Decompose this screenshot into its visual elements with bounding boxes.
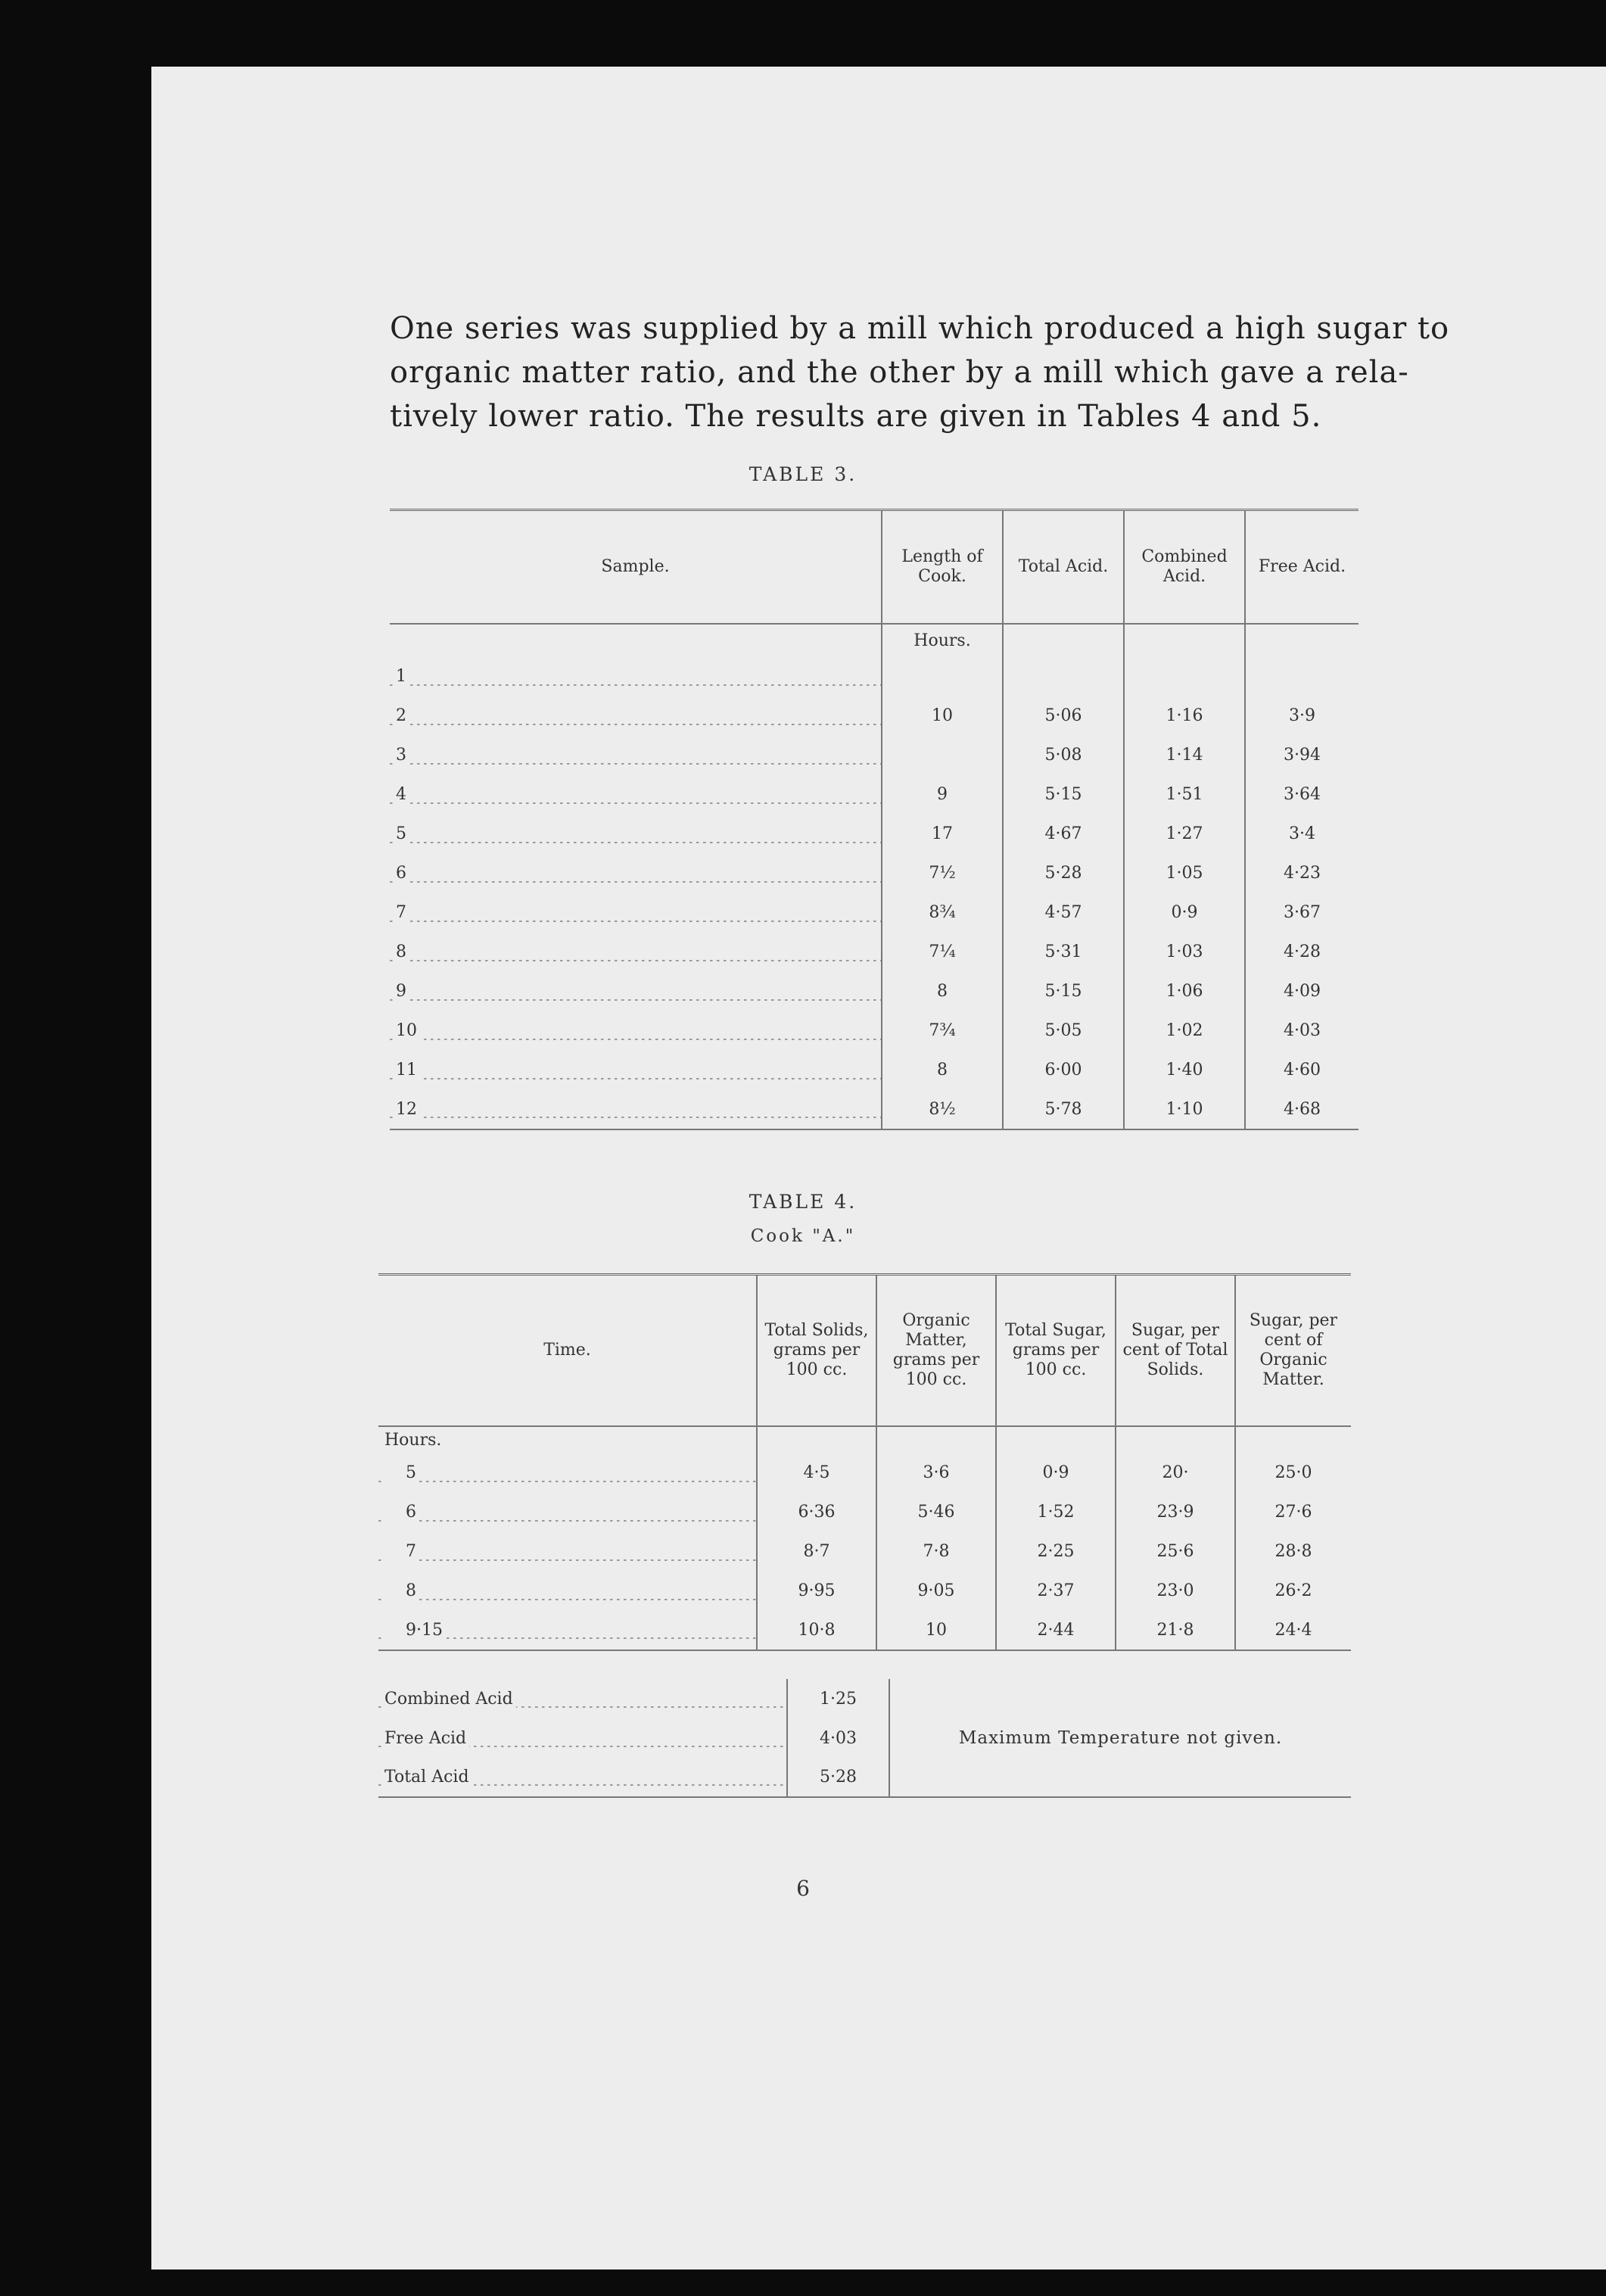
- t3-sample-cell: [390, 736, 882, 775]
- table3-caption: TABLE 3.: [749, 463, 857, 485]
- t4-body: [378, 1453, 1351, 1650]
- t3-free-acid-cell: 4·23: [1245, 854, 1359, 893]
- t3-sample-label: 12: [396, 1100, 420, 1119]
- t4-sugar-solids-cell: 23·0: [1116, 1572, 1235, 1611]
- table-row: [390, 815, 1359, 854]
- table-4-acids: [378, 1679, 1351, 1798]
- t3-combined-acid-cell: 1·27: [1124, 815, 1245, 854]
- table-row: [390, 1090, 1359, 1129]
- table-row: [390, 893, 1359, 933]
- t3-combined-acid-cell: 1·06: [1124, 972, 1245, 1011]
- t3-body: [390, 657, 1359, 1129]
- t3-length-cell: 8¾: [882, 893, 1003, 933]
- t4-header-sugar-solids: Sugar, per cent of Total Solids.: [1116, 1275, 1235, 1426]
- t3-free-acid-cell: 3·4: [1245, 815, 1359, 854]
- t3-sample-label: 8: [396, 942, 409, 961]
- t3-free-acid-cell: 3·9: [1245, 696, 1359, 736]
- t3-sample-cell: [390, 972, 882, 1011]
- t4-unit-hours: Hours.: [384, 1430, 442, 1450]
- t3-sample-cell: [390, 893, 882, 933]
- t3-sample-cell: [390, 1011, 882, 1051]
- t3-combined-acid-cell: 1·05: [1124, 854, 1245, 893]
- t3-combined-acid-cell: 1·40: [1124, 1051, 1245, 1090]
- t4-organic-matter-cell: 7·8: [876, 1532, 996, 1572]
- t4-sugar-organic-cell: 27·6: [1235, 1493, 1351, 1532]
- t4-organic-matter-cell: 3·6: [876, 1453, 996, 1493]
- t4-total-solids-cell: 8·7: [757, 1532, 876, 1572]
- t4-time-cell: [378, 1453, 757, 1493]
- t4-header-total-solids: Total Solids, grams per 100 cc.: [757, 1275, 876, 1426]
- t3-sample-label: 1: [396, 667, 409, 686]
- table-row: [390, 972, 1359, 1011]
- t4-total-solids-cell: 6·36: [757, 1493, 876, 1532]
- page-number: 6: [796, 1876, 810, 1901]
- t4-header-total-sugar: Total Sugar, grams per 100 cc.: [996, 1275, 1116, 1426]
- t3-length-cell: 7¾: [882, 1011, 1003, 1051]
- t4-time-cell: [378, 1532, 757, 1572]
- t3-length-cell: 8: [882, 972, 1003, 1011]
- table4-subcaption: Cook "A.": [750, 1226, 856, 1246]
- t3-header-total-acid: Total Acid.: [1003, 510, 1124, 624]
- t4-total-solids-cell: 4·5: [757, 1453, 876, 1493]
- t3-free-acid-cell: 4·28: [1245, 933, 1359, 972]
- t3-length-cell: 7¼: [882, 933, 1003, 972]
- t3-sample-label: 7: [396, 903, 409, 922]
- table4-caption: TABLE 4.: [749, 1191, 857, 1213]
- t3-total-acid-cell: 5·78: [1003, 1090, 1124, 1129]
- table-4: [378, 1273, 1351, 1651]
- t3-header-free-acid: Free Acid.: [1245, 510, 1359, 624]
- t4-total-solids-cell: 10·8: [757, 1611, 876, 1650]
- t3-combined-acid-cell: 1·03: [1124, 933, 1245, 972]
- t3-combined-acid-cell: 0·9: [1124, 893, 1245, 933]
- t3-free-acid-cell: 4·09: [1245, 972, 1359, 1011]
- t3-sample-label: 11: [396, 1061, 420, 1079]
- t3-length-cell: 10: [882, 696, 1003, 736]
- t3-length-cell: [882, 736, 1003, 775]
- t3-combined-acid-cell: [1124, 657, 1245, 696]
- t4-time-cell: [378, 1572, 757, 1611]
- t3-total-acid-cell: 5·06: [1003, 696, 1124, 736]
- table-row: [378, 1532, 1351, 1572]
- t3-total-acid-cell: 5·08: [1003, 736, 1124, 775]
- t4-acid-value: 4·03: [787, 1718, 889, 1758]
- table-row: [390, 1051, 1359, 1090]
- t4-total-sugar-cell: 2·25: [996, 1532, 1116, 1572]
- t4-sugar-solids-cell: 25·6: [1116, 1532, 1235, 1572]
- t3-free-acid-cell: [1245, 657, 1359, 696]
- t3-total-acid-cell: 5·15: [1003, 775, 1124, 815]
- t4-sugar-organic-cell: 28·8: [1235, 1532, 1351, 1572]
- t4-total-sugar-cell: 2·44: [996, 1611, 1116, 1650]
- t3-header-combined-acid: Combined Acid.: [1124, 510, 1245, 624]
- paragraph-line: One series was supplied by a mill which produced a high sugar to: [390, 311, 1450, 346]
- t4-header-organic-matter: Organic Matter, grams per 100 cc.: [876, 1275, 996, 1426]
- t3-total-acid-cell: 5·28: [1003, 854, 1124, 893]
- t3-free-acid-cell: 3·94: [1245, 736, 1359, 775]
- t3-free-acid-cell: 4·03: [1245, 1011, 1359, 1051]
- t4-total-sugar-cell: 2·37: [996, 1572, 1116, 1611]
- t3-sample-label: 6: [396, 864, 409, 883]
- t4-organic-matter-cell: 10: [876, 1611, 996, 1650]
- t4-time-label: 6: [384, 1503, 419, 1522]
- t3-sample-cell: [390, 933, 882, 972]
- t4-time-label: 7: [384, 1542, 419, 1561]
- t4-acid-value: 5·28: [787, 1758, 889, 1797]
- table-row: [390, 1011, 1359, 1051]
- table-3: [390, 509, 1359, 1130]
- t4-time-cell: [378, 1611, 757, 1650]
- t4-total-sugar-cell: 0·9: [996, 1453, 1116, 1493]
- table-row: [378, 1493, 1351, 1532]
- t4-acid-label: Free Acid: [384, 1729, 469, 1748]
- t4-header-sugar-organic: Sugar, per cent of Organic Matter.: [1235, 1275, 1351, 1426]
- t3-total-acid-cell: 5·31: [1003, 933, 1124, 972]
- t4-organic-matter-cell: 5·46: [876, 1493, 996, 1532]
- t3-sample-label: 2: [396, 706, 409, 725]
- t3-free-acid-cell: 3·67: [1245, 893, 1359, 933]
- t3-combined-acid-cell: 1·51: [1124, 775, 1245, 815]
- t4-sugar-solids-cell: 20·: [1116, 1453, 1235, 1493]
- table-row: [390, 696, 1359, 736]
- t4-acid-label-cell: [378, 1679, 787, 1718]
- t3-combined-acid-cell: 1·16: [1124, 696, 1245, 736]
- t3-total-acid-cell: [1003, 657, 1124, 696]
- t4-sugar-organic-cell: 25·0: [1235, 1453, 1351, 1493]
- t3-sample-cell: [390, 854, 882, 893]
- t3-total-acid-cell: 5·15: [1003, 972, 1124, 1011]
- table-row: [390, 933, 1359, 972]
- t3-length-cell: 8: [882, 1051, 1003, 1090]
- t4-total-sugar-cell: 1·52: [996, 1493, 1116, 1532]
- t4-organic-matter-cell: 9·05: [876, 1572, 996, 1611]
- t3-free-acid-cell: 3·64: [1245, 775, 1359, 815]
- t4-acid-label-cell: [378, 1758, 787, 1797]
- t3-length-cell: 9: [882, 775, 1003, 815]
- t3-free-acid-cell: 4·60: [1245, 1051, 1359, 1090]
- t3-length-cell: 7½: [882, 854, 1003, 893]
- table-row: [390, 657, 1359, 696]
- t4-acid-body: [378, 1679, 1351, 1797]
- t3-unit-hours: Hours.: [882, 624, 1003, 657]
- t3-combined-acid-cell: 1·10: [1124, 1090, 1245, 1129]
- t3-combined-acid-cell: 1·02: [1124, 1011, 1245, 1051]
- t3-free-acid-cell: 4·68: [1245, 1090, 1359, 1129]
- table-row: [378, 1611, 1351, 1650]
- t3-total-acid-cell: 5·05: [1003, 1011, 1124, 1051]
- t3-sample-label: 10: [396, 1021, 420, 1040]
- t4-sugar-solids-cell: 23·9: [1116, 1493, 1235, 1532]
- paragraph-line: tively lower ratio. The results are given in Tables 4 and 5.: [390, 399, 1322, 434]
- t3-header-sample: Sample.: [601, 556, 670, 576]
- t4-time-label: 8: [384, 1581, 419, 1600]
- t3-total-acid-cell: 6·00: [1003, 1051, 1124, 1090]
- t4-time-label: 9·15: [384, 1621, 446, 1640]
- t4-time-label: 5: [384, 1463, 419, 1482]
- t3-sample-cell: [390, 696, 882, 736]
- t3-total-acid-cell: 4·57: [1003, 893, 1124, 933]
- table-row: [378, 1453, 1351, 1493]
- t4-acid-label-cell: [378, 1718, 787, 1758]
- t3-sample-label: 5: [396, 824, 409, 843]
- t4-acid-label: Total Acid: [384, 1768, 472, 1787]
- t3-length-cell: 8½: [882, 1090, 1003, 1129]
- t3-combined-acid-cell: 1·14: [1124, 736, 1245, 775]
- t3-sample-label: 4: [396, 785, 409, 804]
- t3-sample-cell: [390, 815, 882, 854]
- t4-time-cell: [378, 1493, 757, 1532]
- table-row: [390, 854, 1359, 893]
- t4-sugar-organic-cell: 26·2: [1235, 1572, 1351, 1611]
- t3-total-acid-cell: 4·67: [1003, 815, 1124, 854]
- acid-row: [378, 1679, 1351, 1718]
- paragraph-line: organic matter ratio, and the other by a mill which gave a rela-: [390, 355, 1409, 390]
- t4-sugar-solids-cell: 21·8: [1116, 1611, 1235, 1650]
- t4-total-solids-cell: 9·95: [757, 1572, 876, 1611]
- t3-sample-cell: [390, 657, 882, 696]
- t4-acid-value: 1·25: [787, 1679, 889, 1718]
- t3-sample-cell: [390, 1090, 882, 1129]
- t3-length-cell: [882, 657, 1003, 696]
- t4-header-time: Time.: [543, 1340, 591, 1360]
- t3-sample-label: 3: [396, 746, 409, 765]
- t3-length-cell: 17: [882, 815, 1003, 854]
- t3-sample-label: 9: [396, 982, 409, 1001]
- table-row: [390, 775, 1359, 815]
- t4-sugar-organic-cell: 24·4: [1235, 1611, 1351, 1650]
- t3-header-length: Length of Cook.: [882, 510, 1003, 624]
- table-row: [378, 1572, 1351, 1611]
- t3-sample-cell: [390, 1051, 882, 1090]
- t4-temperature-note: Maximum Temperature not given.: [889, 1679, 1351, 1797]
- table-row: [390, 736, 1359, 775]
- intro-paragraph: [390, 307, 1450, 438]
- t4-acid-label: Combined Acid: [384, 1690, 516, 1709]
- t3-sample-cell: [390, 775, 882, 815]
